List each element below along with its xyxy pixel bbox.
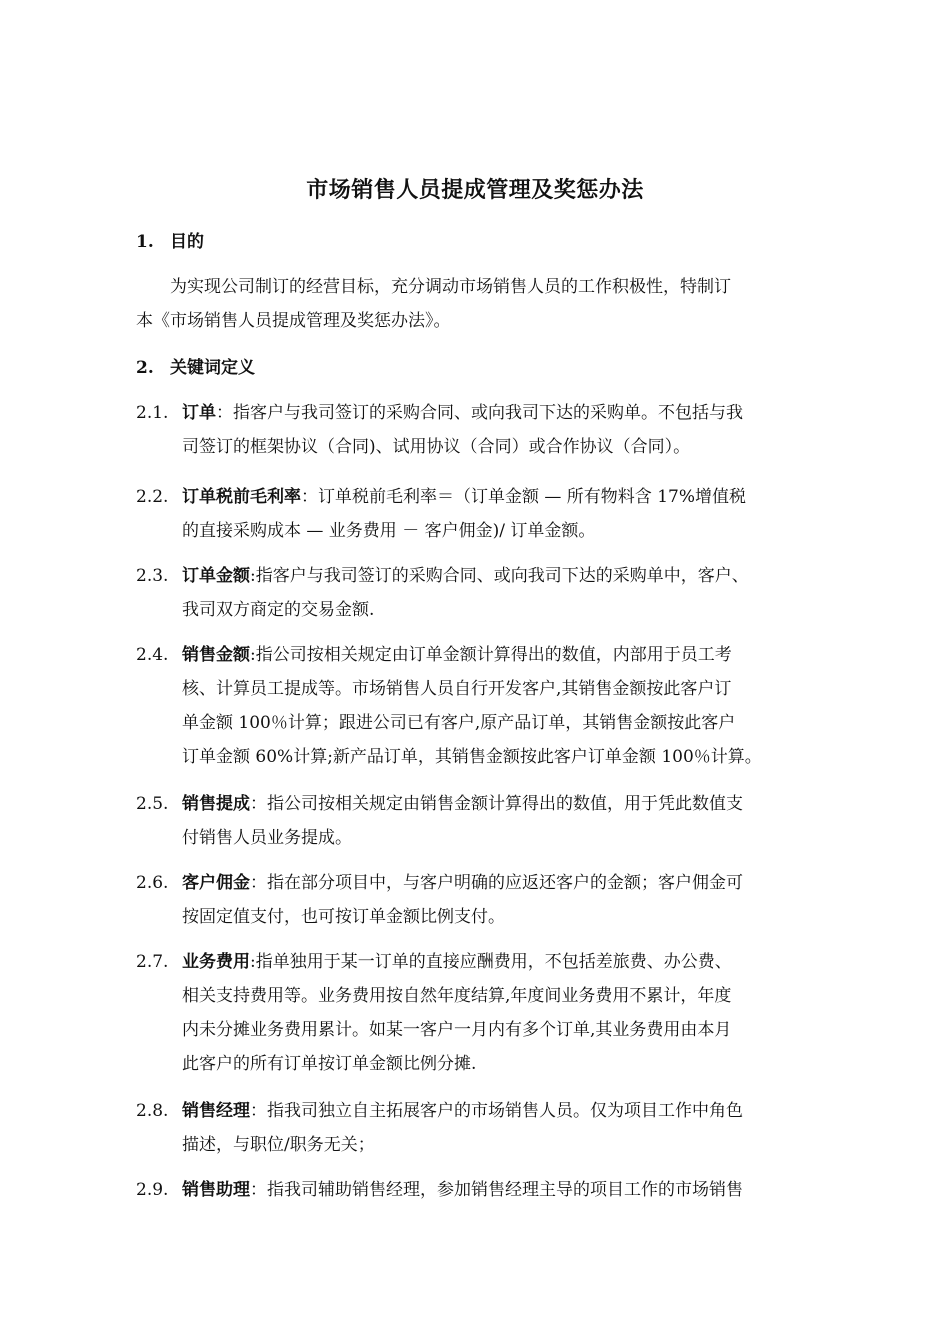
definition-text: 的直接采购成本 — 业务费用 － 客户佣金)/ 订单金额。 <box>182 521 596 541</box>
definition-text: ：指我司辅助销售经理，参加销售经理主导的项目工作的市场销售 <box>250 1180 743 1200</box>
definition-text: ：指客户与我司签订的采购合同、或向我司下达的采购单。不包括与我 <box>216 403 743 423</box>
definition-text: ：指在部分项目中，与客户明确的应返还客户的金额；客户佣金可 <box>250 873 743 893</box>
definition-term: 销售经理 <box>182 1101 250 1121</box>
definition-text: 内未分摊业务费用累计。如某一客户一月内有多个订单,其业务费用由本月 <box>182 1020 732 1040</box>
definition-term: 订单税前毛利率 <box>182 487 301 507</box>
section-number: 1. <box>136 232 154 252</box>
definition-term: 销售提成 <box>182 794 250 814</box>
definition-text: 付销售人员业务提成。 <box>182 828 352 848</box>
definition-number: 2.7. <box>136 952 169 972</box>
document-title: 市场销售人员提成管理及奖惩办法 <box>306 177 644 203</box>
definition-item <box>136 1173 836 1207</box>
definition-number: 2.3. <box>136 566 169 586</box>
definition-term: 业务费用 <box>182 952 250 972</box>
definition-term: 订单金额 <box>182 566 250 586</box>
definition-term: 销售金额 <box>182 645 250 665</box>
definition-text: :指公司按相关规定由订单金额计算得出的数值，内部用于员工考 <box>250 645 732 665</box>
definition-item <box>136 945 836 1081</box>
definition-text: :指客户与我司签订的采购合同、或向我司下达的采购单中，客户、 <box>250 566 749 586</box>
definition-text: ：指公司按相关规定由销售金额计算得出的数值，用于凭此数值支 <box>250 794 743 814</box>
section-heading-definitions <box>136 354 255 382</box>
definition-number: 2.8. <box>136 1101 169 1121</box>
section-heading-purpose <box>136 228 204 256</box>
definition-text: :指单独用于某一订单的直接应酬费用，不包括差旅费、办公费、 <box>250 952 732 972</box>
definition-text: 按固定值支付，也可按订单金额比例支付。 <box>182 907 505 927</box>
definition-text: 核、计算员工提成等。市场销售人员自行开发客户,其销售金额按此客户订 <box>182 679 732 699</box>
definition-item <box>136 1094 836 1162</box>
section-title: 目的 <box>170 232 204 252</box>
paragraph-line: 本《市场销售人员提成管理及奖惩办法》。 <box>136 311 451 331</box>
definition-number: 2.4. <box>136 645 169 665</box>
definition-text: 我司双方商定的交易金额. <box>182 600 375 620</box>
definition-item <box>136 638 836 774</box>
definition-text: ：订单税前毛利率＝（订单金额 — 所有物料含 17%增值税 <box>301 487 746 507</box>
purpose-paragraph <box>136 270 826 338</box>
definition-text: 单金额 100％计算；跟进公司已有客户,原产品订单，其销售金额按此客户 <box>182 713 736 733</box>
definition-text: 描述，与职位/职务无关； <box>182 1135 375 1155</box>
definition-text: 相关支持费用等。业务费用按自然年度结算,年度间业务费用不累计，年度 <box>182 986 732 1006</box>
definition-number: 2.9. <box>136 1180 169 1200</box>
definition-number: 2.1. <box>136 403 169 423</box>
section-title: 关键词定义 <box>170 358 255 378</box>
definition-text: 订单金额 60%计算;新产品订单，其销售金额按此客户订单金额 100％计算。 <box>182 747 762 767</box>
definition-text: ：指我司独立自主拓展客户的市场销售人员。仅为项目工作中角色 <box>250 1101 743 1121</box>
section-number: 2. <box>136 358 154 378</box>
definition-text: 此客户的所有订单按订单金额比例分摊. <box>182 1054 477 1074</box>
definition-text: 司签订的框架协议（合同)、试用协议（合同）或合作协议（合同）。 <box>182 437 691 457</box>
definition-item <box>136 480 836 548</box>
definition-number: 2.5. <box>136 794 169 814</box>
definition-term: 客户佣金 <box>182 873 250 893</box>
definition-number: 2.2. <box>136 487 169 507</box>
definition-number: 2.6. <box>136 873 169 893</box>
definition-item <box>136 559 836 627</box>
paragraph-line: 为实现公司制订的经营目标，充分调动市场销售人员的工作积极性，特制订 <box>170 277 731 297</box>
definition-item <box>136 396 836 464</box>
definition-item <box>136 866 836 934</box>
definition-item <box>136 787 836 855</box>
definition-term: 订单 <box>182 403 216 423</box>
definition-term: 销售助理 <box>182 1180 250 1200</box>
